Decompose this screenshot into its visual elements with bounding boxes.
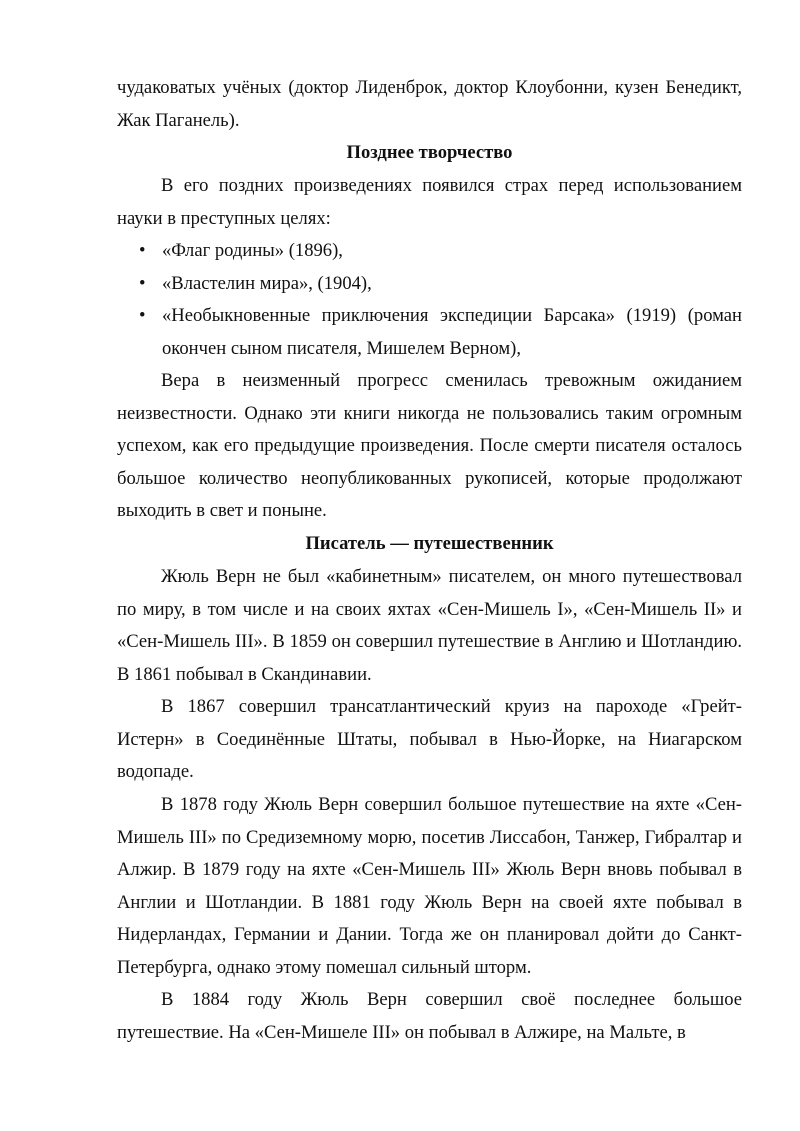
heading-writer-traveler: Писатель — путешественник [305,533,554,554]
paragraph-late-works-intro: В его поздних произведениях появился страх перед использованием науки в преступных целях: [117,175,742,229]
paragraph-travel-1884: В 1884 году Жюль Верн совершил своё последнее большое путешествие. На «Сен-Мишеле III» он побывал в Алжире, на Мальте, в [117,989,742,1043]
list-item [117,300,742,365]
list-item-text: «Властелин мира», (1904), [162,272,372,294]
paragraph-late-works-conclusion: Вера в неизменный прогресс сменилась тревожным ожиданием неизвестности. Однако эти книги никогда не пользовались таким огромным успехом, как его предыдущие произведения. После смерти писателя осталось большое количество неопубликованных рукописей, которые продолжают выходить в свет и поныне. [117,370,742,522]
paragraph-travel-1878-1881: В 1878 году Жюль Верн совершил большое путешествие на яхте «Сен-Мишель III» по Средиземному морю, посетив Лиссабон, Танжер, Гибралтар и Алжир. В 1879 году на яхте «Сен-Мишель III» Жюль Верн вновь побывал в Англии и Шотландии. В 1881 году Жюль Верн на своей яхте побывал в Нидерландах, Германии и Дании. Тогда же он планировал дойти до Санкт-Петербурга, однако этому помешал сильный шторм. [117,794,742,978]
bullet-marker: • [139,305,146,327]
bullet-marker: • [139,272,146,294]
paragraph-intro-tail: чудаковатых учёных (доктор Лиденброк, доктор Клоубонни, кузен Бенедикт, Жак Паганель). [117,77,742,131]
paragraph-travel-yachts: Жюль Верн не был «кабинетным» писателем, он много путешествовал по миру, в том числе и на своих яхтах «Сен-Мишель I», «Сен-Мишель II» и «Сен-Мишель III». В 1859 он совершил путешествие в Англию и Шотландию. В 1861 побывал в Скандинавии. [117,566,742,685]
list-item [117,235,742,268]
list-item-text: «Необыкновенные приключения экспедиции Барсака» (1919) (роман окончен сыном писателя, Мишелем Верном), [162,305,742,359]
list-item [117,268,742,301]
late-works-list [117,235,742,365]
heading-late-works: Позднее творчество [346,142,513,163]
bullet-marker: • [139,240,146,261]
list-item-text: «Флаг родины» (1896), [162,240,343,261]
paragraph-travel-1867: В 1867 совершил трансатлантический круиз на пароходе «Грейт-Истерн» в Соединённые Штаты, побывал в Нью-Йорке, на Ниагарском водопаде. [117,696,742,783]
